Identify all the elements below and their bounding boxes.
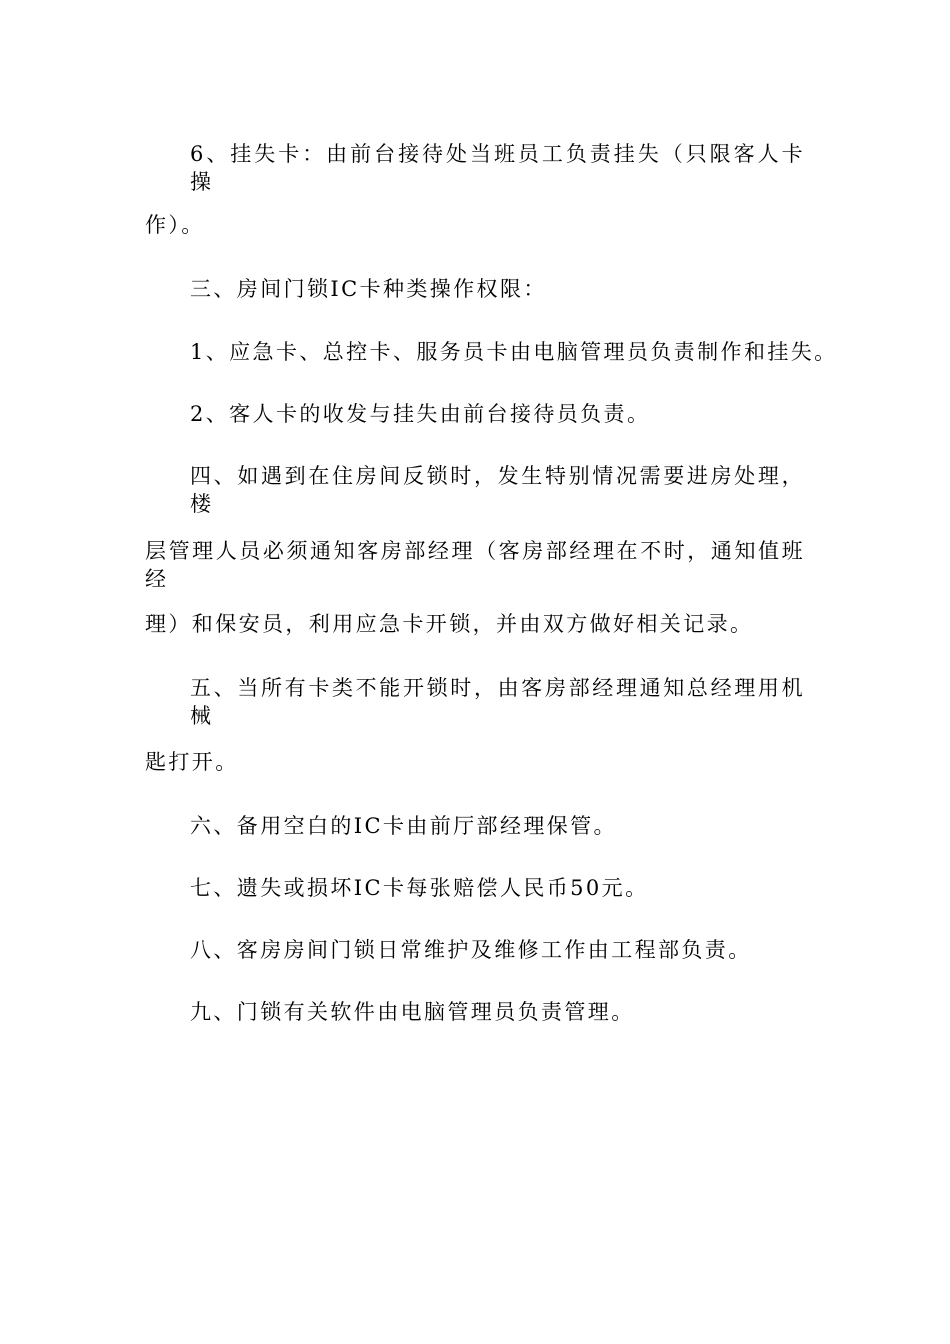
- text-line: 七、遗失或损坏IC卡每张赔偿人民币50元。: [190, 876, 649, 900]
- text-line: 层管理人员必须通知客房部经理（客房部经理在不时，通知值班经: [145, 539, 805, 591]
- text-line: 理）和保安员，利用应急卡开锁，并由双方做好相关记录。: [145, 612, 754, 636]
- section-heading: 三、房间门锁IC卡种类操作权限：: [190, 277, 547, 301]
- text-line: 作）。: [145, 213, 205, 237]
- text-line: 6、挂失卡：由前台接待处当班员工负责挂失（只限客人卡操: [190, 142, 805, 194]
- text-line: 五、当所有卡类不能开锁时，由客房部经理通知总经理用机械: [190, 676, 805, 728]
- text-line: 六、备用空白的IC卡由前厅部经理保管。: [190, 814, 617, 838]
- text-line: 四、如遇到在住房间反锁时，发生特别情况需要进房处理，楼: [190, 464, 805, 516]
- text-line: 八、客房房间门锁日常维护及维修工作由工程部负责。: [190, 938, 752, 962]
- text-line: 2、客人卡的收发与挂失由前台接待员负责。: [190, 402, 651, 426]
- text-line: 九、门锁有关软件由电脑管理员负责管理。: [190, 1000, 635, 1024]
- text-line: 1、应急卡、总控卡、服务员卡由电脑管理员负责制作和挂失。: [190, 340, 838, 364]
- text-line: 匙打开。: [145, 750, 239, 774]
